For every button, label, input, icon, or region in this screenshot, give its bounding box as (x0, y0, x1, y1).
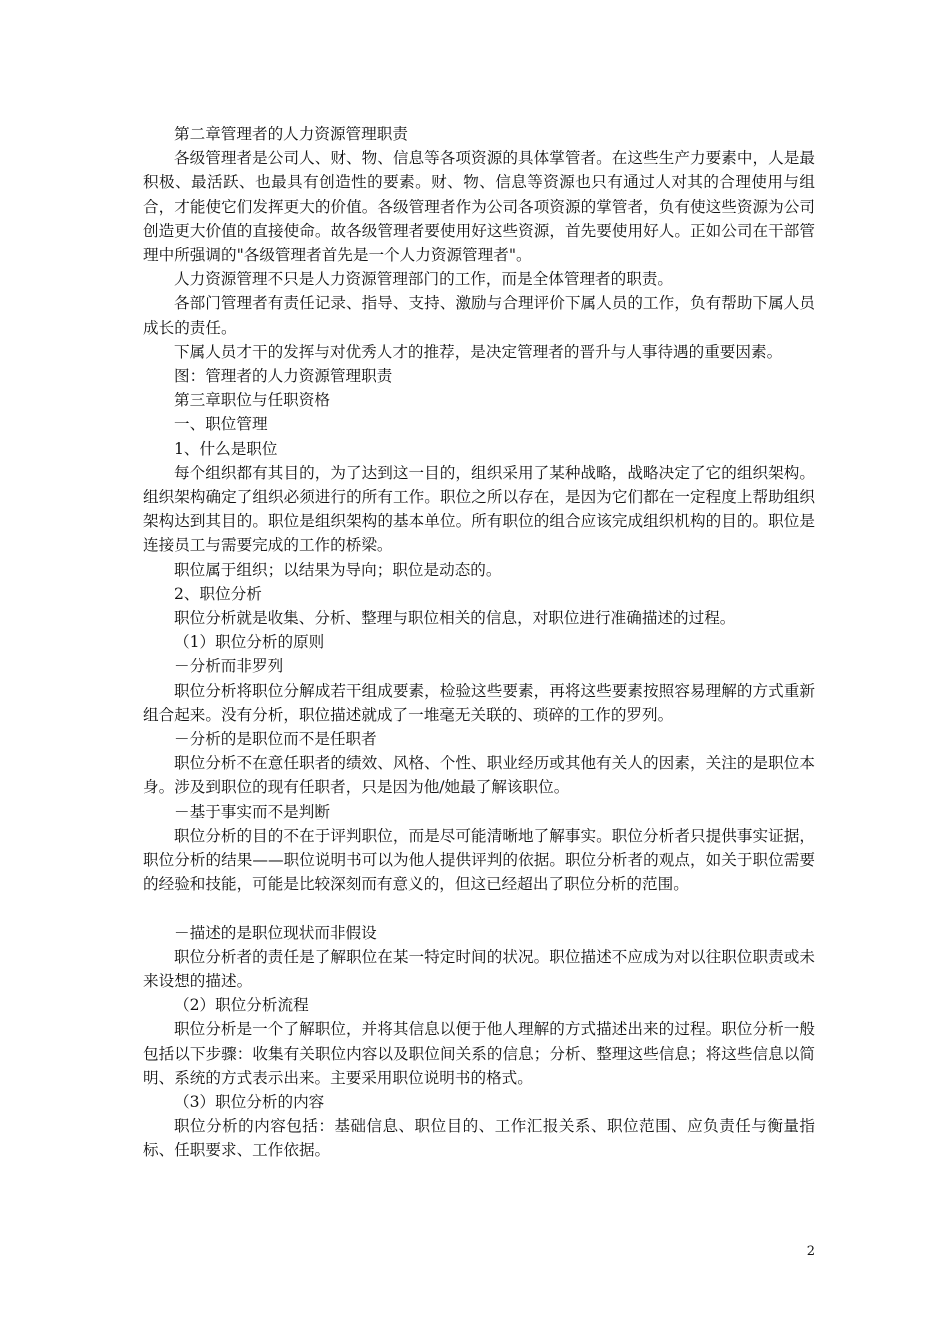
list-heading: （2）职位分析流程 (174, 996, 309, 1015)
paragraph: 职位分析就是收集、分析、整理与职位相关的信息，对职位进行准确描述的过程。 (174, 609, 736, 628)
paragraph: 人力资源管理不只是人力资源管理部门的工作，而是全体管理者的职责。 (174, 270, 674, 289)
chapter-3-heading: 第三章职位与任职资格 (174, 391, 330, 410)
figure-caption: 图：管理者的人力资源管理职责 (174, 367, 393, 386)
paragraph: 各级管理者是公司人、财、物、信息等各项资源的具体掌管者。在这些生产力要素中，人是最积极、最活跃、也最具有创造性的要素。财、物、信息等资源也只有通过人对其的合理使用与组合，才能使它们发挥更大的价值。各级管理者作为公司各项资源的掌管者，负有使这些资源为公司创造更大价值的直接使命。故各级管理者要使用好这些资源，首先要使用好人。正如公司在干部管理中所强调的"各级管理者首先是一个人力资源管理者"。 (143, 149, 815, 265)
principle-heading: －分析而非罗列 (174, 657, 284, 676)
paragraph: 职位属于组织；以结果为导向；职位是动态的。 (174, 560, 502, 579)
paragraph: 职位分析者的责任是了解职位在某一特定时间的状况。职位描述不应成为对以往职位职责或未来设想的描述。 (143, 947, 815, 990)
paragraph: 职位分析是一个了解职位，并将其信息以便于他人理解的方式描述出来的过程。职位分析一般包括以下步骤：收集有关职位内容以及职位间关系的信息；分析、整理这些信息；将这些信息以简明、系统的方式表示出来。主要采用职位说明书的格式。 (143, 1020, 815, 1087)
chapter-2-heading: 第二章管理者的人力资源管理职责 (174, 125, 408, 143)
principle-heading: －基于事实而不是判断 (174, 802, 330, 821)
paragraph: 各部门管理者有责任记录、指导、支持、激励与合理评价下属人员的工作，负有帮助下属人员成长的责任。 (143, 294, 815, 337)
paragraph: 每个组织都有其目的，为了达到这一目的，组织采用了某种战略，战略决定了它的组织架构。组织架构确定了组织必须进行的所有工作。职位之所以存在，是因为它们都在一定程度上帮助组织架构达到其目的。职位是组织架构的基本单位。所有职位的组合应该完成组织机构的目的。职位是连接员工与需要完成的工作的桥梁。 (143, 463, 815, 555)
subsection-heading: 2、职位分析 (174, 584, 262, 603)
page-number: 2 (806, 1244, 815, 1259)
subsection-heading: 1、什么是职位 (174, 439, 278, 458)
paragraph: 下属人员才干的发挥与对优秀人才的推荐，是决定管理者的晋升与人事待遇的重要因素。 (174, 342, 783, 361)
principle-heading: －分析的是职位而不是任职者 (174, 730, 377, 749)
paragraph: 职位分析的内容包括：基础信息、职位目的、工作汇报关系、职位范围、应负责任与衡量指标、任职要求、工作依据。 (143, 1117, 815, 1160)
principle-heading: －描述的是职位现状而非假设 (174, 923, 377, 942)
paragraph: 职位分析将职位分解成若干组成要素，检验这些要素，再将这些要素按照容易理解的方式重新组合起来。没有分析，职位描述就成了一堆毫无关联的、琐碎的工作的罗列。 (143, 681, 815, 724)
paragraph: 职位分析不在意任职者的绩效、风格、个性、职业经历或其他有关人的因素，关注的是职位本身。涉及到职位的现有任职者，只是因为他/她最了解该职位。 (143, 754, 815, 797)
section-heading: 一、职位管理 (174, 415, 268, 434)
blank-line (143, 897, 815, 921)
document-body (143, 122, 815, 1163)
list-heading: （3）职位分析的内容 (174, 1092, 325, 1111)
list-heading: （1）职位分析的原则 (174, 633, 325, 652)
paragraph: 职位分析的目的不在于评判职位，而是尽可能清晰地了解事实。职位分析者只提供事实证据，职位分析的结果——职位说明书可以为他人提供评判的依据。职位分析者的观点，如关于职位需要的经验和技能，可能是比较深刻而有意义的，但这已经超出了职位分析的范围。 (143, 826, 815, 894)
